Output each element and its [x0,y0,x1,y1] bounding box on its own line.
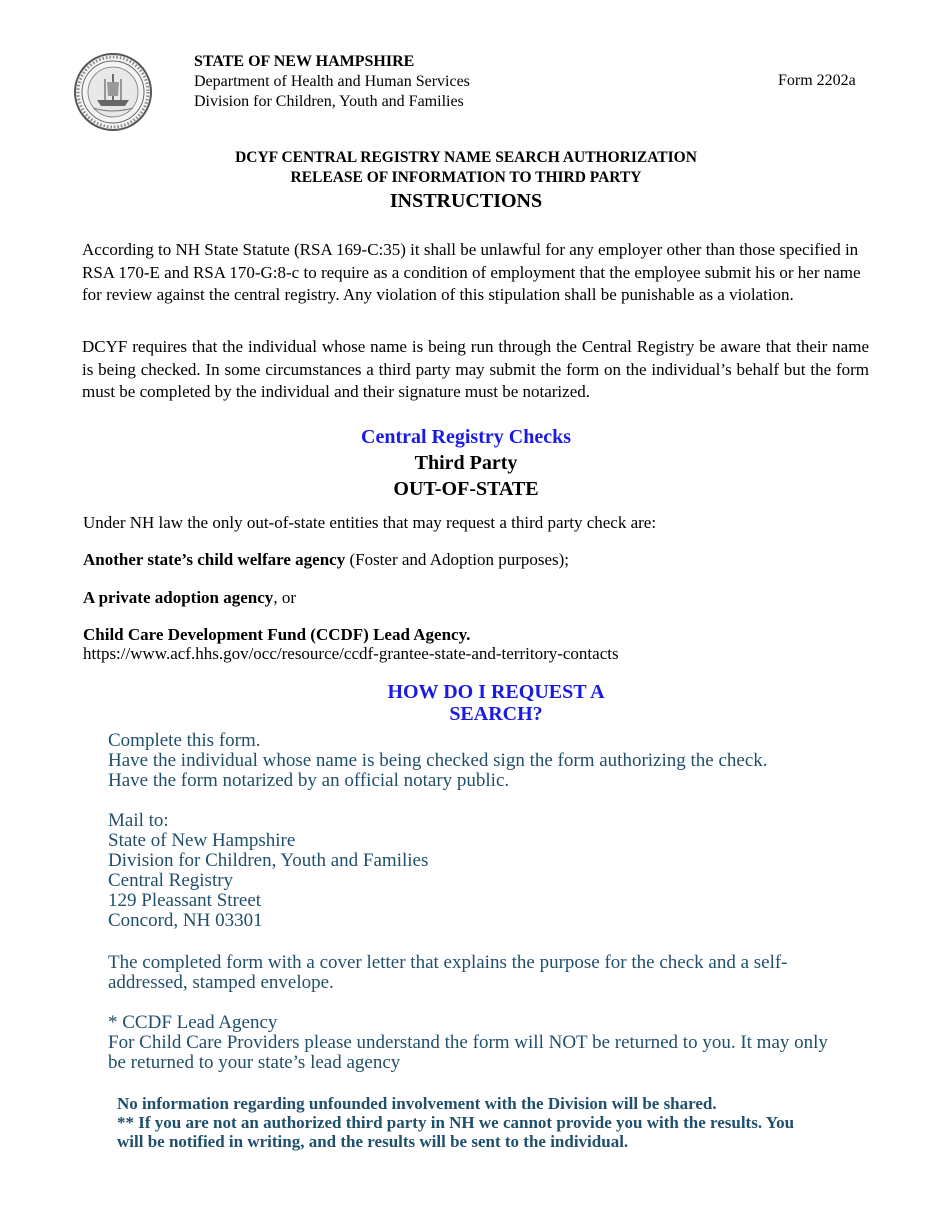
title-line-1: DCYF CENTRAL REGISTRY NAME SEARCH AUTHORIZATION [235,149,697,166]
form-number: Form 2202a [778,72,856,89]
agency-header [194,52,470,112]
awareness-paragraph: DCYF requires that the individual whose name is being run through the Central Registry be aware that their name is being checked. In some circumstances a third party may submit the form on the individual’s behalf but the form must be completed by the individual and their signature must be notarized. [82,337,869,402]
entity-private-adoption-name: A private adoption agency [83,588,274,607]
division-name: Division for Children, Youth and Families [194,93,464,110]
ccdf-note-line-1: * CCDF Lead Agency [108,1012,278,1033]
cover-letter-note [108,953,788,993]
section-subheading-out-of-state: OUT-OF-STATE [393,478,539,500]
title-instructions: INSTRUCTIONS [389,190,543,212]
disclaimer-line-1: No information regarding unfounded involvement with the Division will be shared. [117,1094,717,1113]
address-line: 129 Pleassant Street [108,890,262,911]
entity-ccdf: Child Care Development Fund (CCDF) Lead Agency. [83,625,471,644]
document-title [0,148,932,214]
ccdf-note [108,1013,828,1073]
state-name: STATE OF NEW HAMPSHIRE [194,53,415,70]
section-subheading-third-party: Third Party [414,452,518,474]
entity-child-welfare [83,549,569,571]
title-line-2: RELEASE OF INFORMATION TO THIRD PARTY [290,169,642,186]
mail-to-label: Mail to: [108,810,169,831]
how-heading-line-1: HOW DO I REQUEST A [387,681,605,703]
entity-child-welfare-purpose: (Foster and Adoption purposes); [345,550,570,569]
entity-private-adoption [83,587,296,609]
address-line: State of New Hampshire [108,830,296,851]
disclaimer-notes [117,1094,877,1151]
entity-child-welfare-name: Another state’s child welfare agency [83,550,346,569]
section-heading: Central Registry Checks [361,426,571,448]
disclaimer-line-2: ** If you are not an authorized third party in NH we cannot provide you with the results. You [117,1113,795,1132]
request-steps [108,731,768,791]
address-line: Concord, NH 03301 [108,910,263,931]
address-line: Division for Children, Youth and Families [108,850,429,871]
entities-intro: Under NH law the only out-of-state entities that may request a third party check are: [83,513,657,532]
department-name: Department of Health and Human Services [194,73,470,90]
step-complete-form: Complete this form. [108,730,261,751]
ccdf-contacts-url[interactable]: https://www.acf.hhs.gov/occ/resource/ccdf-grantee-state-and-territory-contacts [83,644,619,663]
ccdf-note-line-3: be returned to your state’s lead agency [108,1052,401,1073]
state-seal-logo [73,52,153,132]
step-sign-form: Have the individual whose name is being checked sign the form authorizing the check. [108,750,768,771]
disclaimer-line-3: will be notified in writing, and the results will be sent to the individual. [117,1132,629,1151]
step-notarize: Have the form notarized by an official notary public. [108,770,510,791]
address-line: Central Registry [108,870,234,891]
cover-letter-line-2: addressed, stamped envelope. [108,972,334,993]
statute-paragraph: According to NH State Statute (RSA 169-C:35) it shall be unlawful for any employer other than those specified in RSA 170-E and RSA 170-G:8-c to require as a condition of employment that the employee submit his or her name for review against the central registry. Any violation of this stipulation shall be punishable as a violation. [82,240,861,305]
mailing-address [108,811,428,931]
cover-letter-line-1: The completed form with a cover letter that explains the purpose for the check and a self- [108,952,788,973]
entity-private-adoption-suffix: , or [273,588,296,607]
how-heading-line-2: SEARCH? [449,703,543,725]
how-to-request-heading [0,681,950,725]
ccdf-note-line-2: For Child Care Providers please understand the form will NOT be returned to you. It may only [108,1032,828,1053]
